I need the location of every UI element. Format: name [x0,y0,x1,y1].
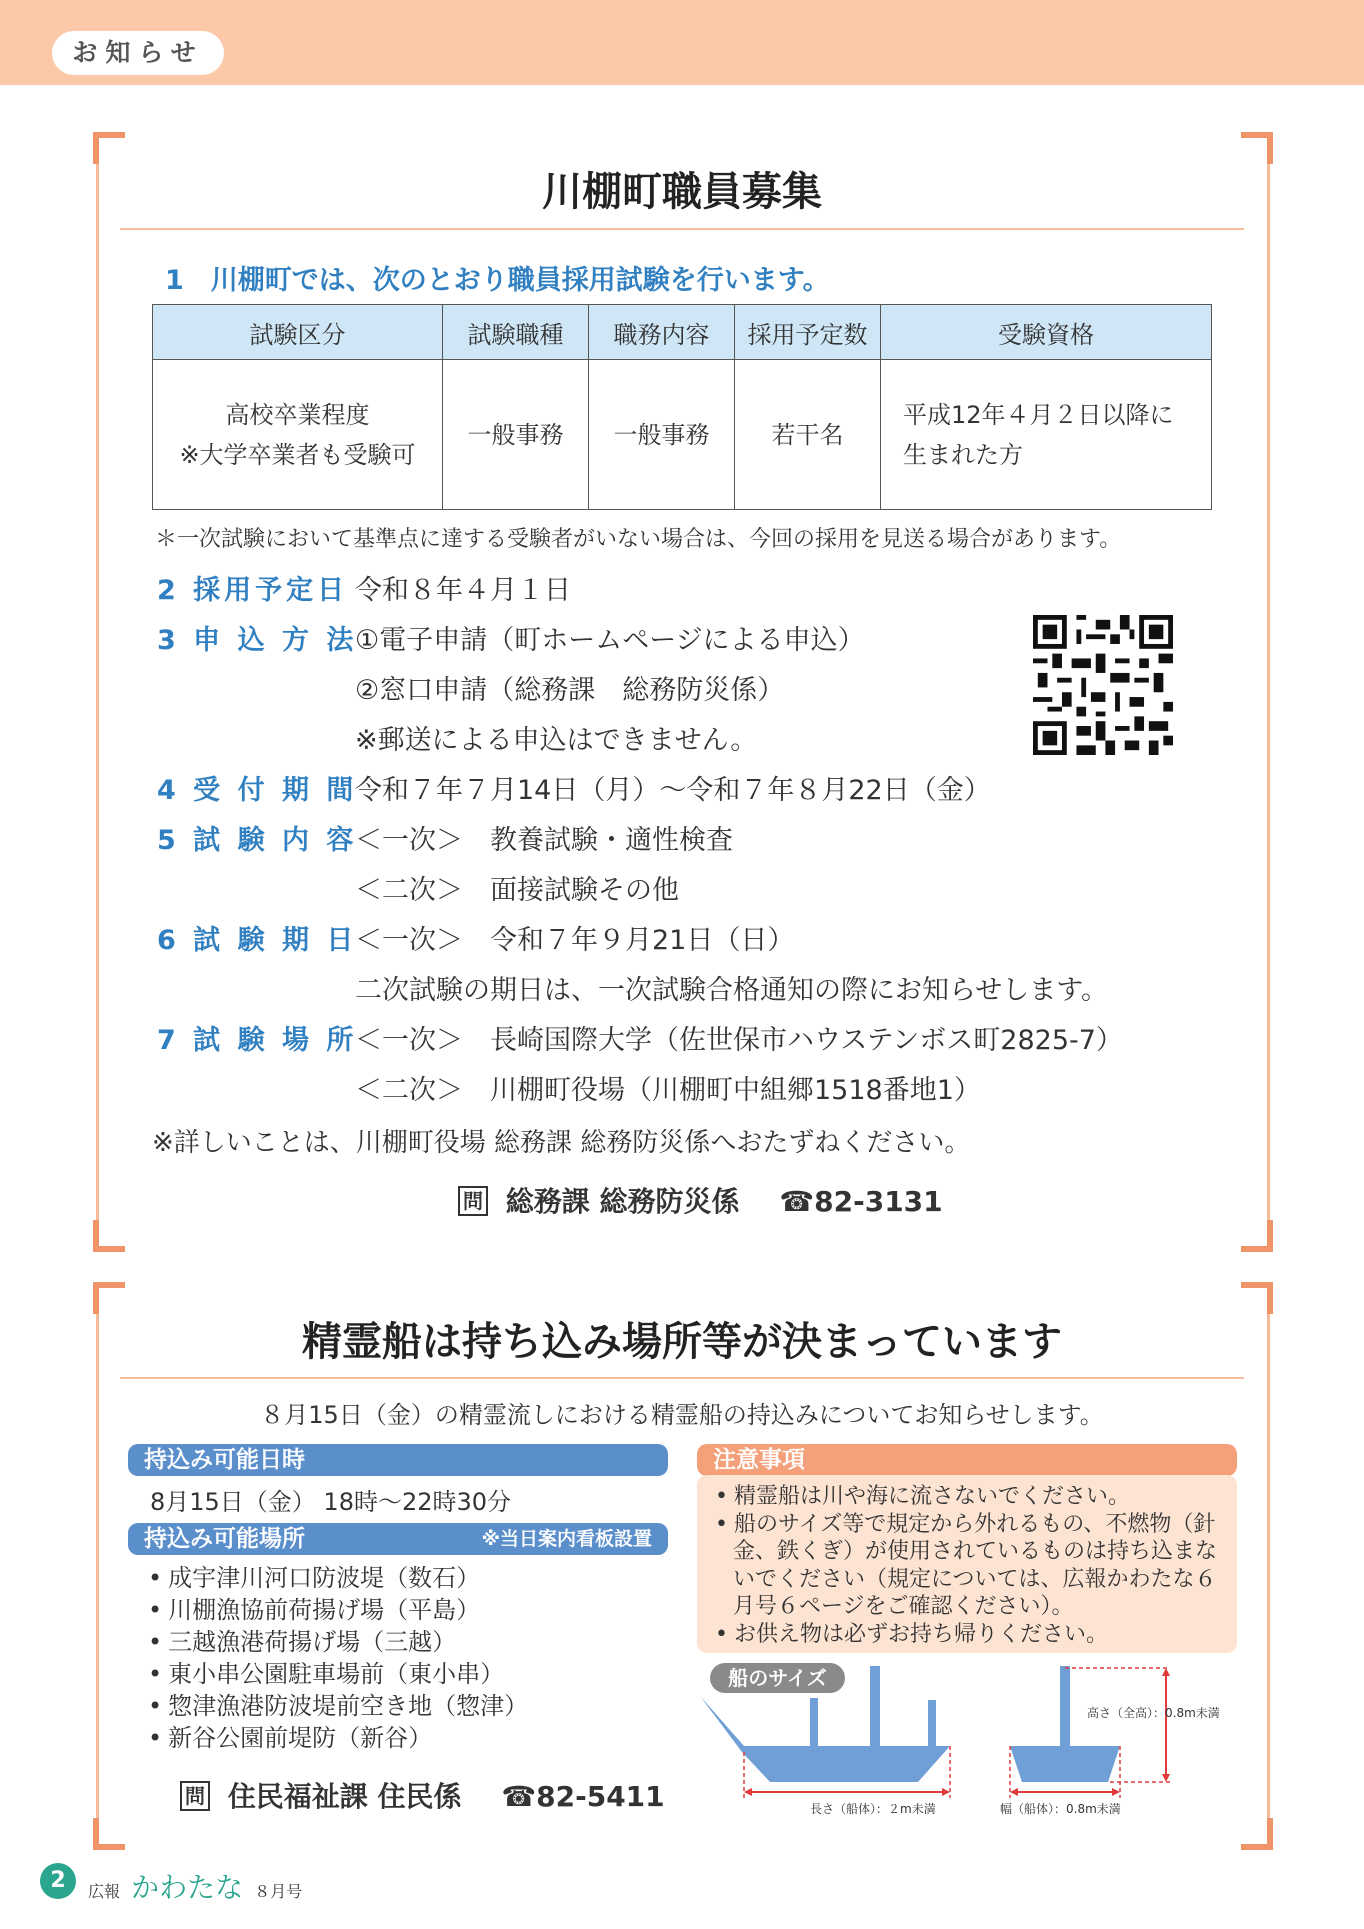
qr-code-icon[interactable] [1033,615,1173,755]
item-text: ＜二次＞ 川棚町役場（川棚町中組郷1518番地1） [355,1075,981,1106]
item-label: 6 試 験 期 日 [157,925,358,956]
places-note: ※当日案内看板設置 [481,1528,652,1550]
item-text: 令和７年７月14日（月）～令和７年８月22日（金） [355,775,991,806]
item-text: 二次試験の期日は、一次試験合格通知の際にお知らせします。 [355,975,1109,1006]
places-list [148,1562,528,1754]
table-cell-qualification [881,360,1212,510]
item-label: 5 試 験 内 容 [157,825,358,856]
item-text: ＜一次＞ 令和７年９月21日（日） [355,925,795,956]
qualification-line: 平成12年４月２日以降に [903,400,1174,429]
publication-brand: かわたな [131,1871,244,1904]
caution-box [697,1475,1237,1653]
list-item: • 川棚漁協前荷揚げ場（平島） [148,1594,528,1626]
table-footnote: ＊一次試験において基準点に達する受験者がいない場合は、今回の採用を見送る場合があります。 [155,527,1122,552]
item-text: ＜二次＞ 面接試験その他 [355,875,679,906]
list-item: • 東小串公園駐車場前（東小串） [148,1658,528,1690]
table-cell-category [153,360,443,510]
caution-item: • 精霊船は川や海に流さないでください。 [715,1483,1221,1511]
boat-size-label: 船のサイズ [710,1663,845,1693]
table-header: 採用予定数 [735,305,881,360]
recruit-table [152,304,1212,510]
item-label: 7 試 験 場 所 [157,1025,358,1056]
inquiry-note: ※詳しいことは、川棚町役場 総務課 総務防災係へおたずねください。 [152,1128,971,1158]
item-text: ＜一次＞ 長崎国際大学（佐世保市ハウステンボス町2825-7） [355,1025,1123,1056]
item-text: 令和８年４月１日 [355,575,571,606]
boat-mast [810,1698,818,1748]
item-text: ①電子申請（町ホームページによる申込） [355,625,865,656]
boat-mast [1060,1666,1070,1748]
list-item: • 三越漁港荷揚げ場（三越） [148,1626,528,1658]
contact-tel: ☎82-5411 [501,1780,665,1813]
contact-general-affairs [458,1180,943,1220]
boat-hull-front [1010,1746,1120,1782]
notice-label: お知らせ [52,31,224,75]
table-cell-duties: 一般事務 [589,360,735,510]
list-item: • 新谷公園前堤防（新谷） [148,1722,528,1754]
contact-tel: ☎82-3131 [779,1185,943,1218]
recruit-intro: 1 川棚町では、次のとおり職員採用試験を行います。 [165,265,830,296]
publication-issue: ８月号 [254,1882,303,1901]
recruit-title: 川棚町職員募集 [542,169,822,215]
shoryo-title: 精霊船は持ち込み場所等が決まっています [302,1319,1062,1365]
publication-prefix: 広報 [88,1882,121,1901]
contact-residents [180,1775,665,1815]
contact-dept: 住民福祉課 住民係 [227,1780,462,1813]
category-line: 高校卒業程度 [225,400,370,429]
title-underline [120,1377,1244,1379]
table-header: 試験職種 [443,305,589,360]
table-cell-count: 若干名 [735,360,881,510]
frame-corner [93,1818,125,1850]
inquiry-icon: 問 [180,1781,210,1811]
category-line: ※大学卒業者も受験可 [179,440,416,469]
boat-hull-side [700,1696,950,1782]
table-header: 試験区分 [153,305,443,360]
table-header: 職務内容 [589,305,735,360]
places-heading [128,1523,668,1555]
item-label: 2 採用予定日 [157,575,349,606]
boat-length-label: 長さ（船体）：２m未満 [810,1802,936,1816]
table-header: 受験資格 [881,305,1212,360]
list-item: • 惣津漁港防波堤前空き地（惣津） [148,1690,528,1722]
item-text: ＜一次＞ 教養試験・適性検査 [355,825,733,856]
item-label: 4 受 付 期 間 [157,775,358,806]
top-banner [0,0,1364,85]
item-text: ②窓口申請（総務課 総務防災係） [355,675,785,706]
list-item: • 成宇津川河口防波堤（数石） [148,1562,528,1594]
inquiry-icon: 問 [458,1186,488,1216]
shoryo-intro: ８月15日（金）の精霊流しにおける精霊船の持込みについてお知らせします。 [260,1401,1104,1429]
caution-heading: 注意事項 [697,1444,1237,1476]
page-number: 2 [40,1863,76,1899]
table-row [153,360,1212,510]
places-heading-label: 持込み可能場所 [144,1526,305,1552]
contact-dept: 総務課 総務防災係 [505,1185,740,1218]
boat-height-label: 高さ（全高）：0.8m未満 [1087,1706,1220,1720]
item-text: ※郵送による申込はできません。 [355,725,758,756]
table-cell-job-type: 一般事務 [443,360,589,510]
item-label: 3 申 込 方 法 [157,625,358,656]
frame-corner [1241,1220,1273,1252]
datetime-heading: 持込み可能日時 [128,1444,668,1476]
frame-corner [93,1220,125,1252]
caution-item: • 船のサイズ等で規定から外れるもの、不燃物（針金、鉄くぎ）が使用されているものは持ち込まないでください（規定については、広報かわたな６月号６ページをご確認ください）。 [715,1511,1221,1621]
frame-corner [1241,1818,1273,1850]
publication-footer [88,1866,302,1906]
boat-width-label: 幅（船体）：0.8m未満 [1000,1802,1121,1816]
boat-mast [928,1700,936,1748]
datetime-text: 8月15日（金） 18時～22時30分 [150,1488,512,1516]
title-underline [120,228,1244,230]
qualification-line: 生まれた方 [903,440,1023,469]
boat-mast [870,1666,880,1748]
caution-item: • お供え物は必ずお持ち帰りください。 [715,1621,1221,1649]
